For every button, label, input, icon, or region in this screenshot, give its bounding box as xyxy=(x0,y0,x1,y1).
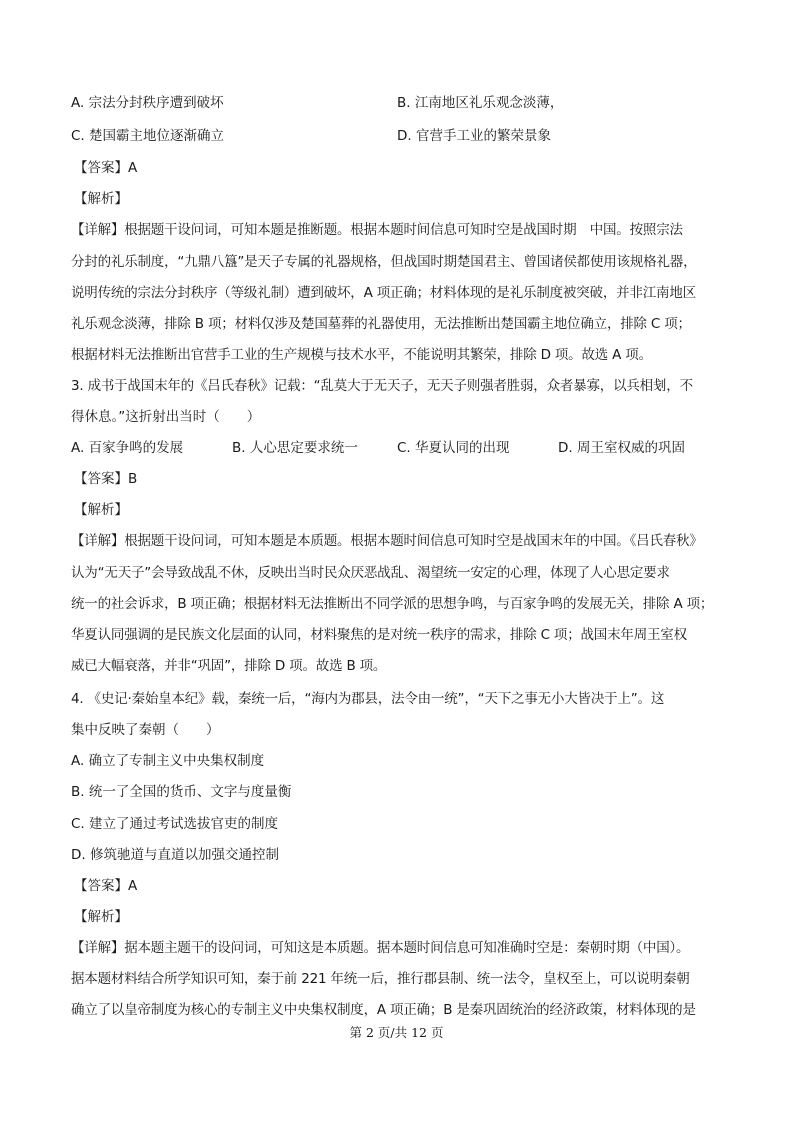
q2-answer: 【答案】A xyxy=(74,160,138,176)
q3-answer: 【答案】B xyxy=(74,471,138,487)
q4-detail-line: 确立了以皇帝制度为核心的专制主义中央集权制度，A 项正确；B 是秦巩固统治的经济政策，材料体现的是 xyxy=(71,1002,696,1018)
q3-option-c: C. 华夏认同的出现 xyxy=(397,440,510,456)
q4-detail-line: 【详解】据本题主题干的设问词，可知这是本质题。据本题时间信息可知准确时空是：秦朝时期（中国）。 xyxy=(71,940,690,956)
q4-detail-line: 据本题材料结合所学知识可知，秦于前 221 年统一后，推行郡县制、统一法令，皇权至上，可以说明秦朝 xyxy=(71,971,690,987)
q2-detail-line: 说明传统的宗法分封秩序（等级礼制）遭到破坏，A 项正确；材料体现的是礼乐制度被突破，并非江南地区 xyxy=(71,285,696,301)
q4-option-b: B. 统一了全国的货币、文字与度量衡 xyxy=(71,784,292,800)
q3-stem-line: 得休息。”这折射出当时（ ） xyxy=(71,409,261,425)
q3-detail-line: 威已大幅衰落，并非“巩固”，排除 D 项。故选 B 项。 xyxy=(71,658,387,674)
q3-detail-line: 【详解】根据题干设问词，可知本题是本质题。根据本题时间信息可知时空是战国末年的中国。《吕氏春秋》 xyxy=(71,533,703,549)
q4-stem-line: 4. 《史记·秦始皇本纪》载，秦统一后，“海内为郡县，法令由一统”，“天下之事无小大皆决于上”。这 xyxy=(71,691,665,707)
q3-option-b: B. 人心思定要求统一 xyxy=(232,440,358,456)
q3-detail-line: 华夏认同强调的是民族文化层面的认同，材料聚焦的是对统一秩序的需求，排除 C 项；战国末年周王室权 xyxy=(71,627,687,643)
q4-analysis-label: 【解析】 xyxy=(74,909,128,925)
q4-option-d: D. 修筑驰道与直道以加强交通控制 xyxy=(71,847,279,863)
q4-option-c: C. 建立了通过考试选拔官吏的制度 xyxy=(71,816,279,832)
q4-stem-line: 集中反映了秦朝（ ） xyxy=(71,722,220,738)
page-number-footer: 第 2 页/共 12 页 xyxy=(349,1025,444,1040)
q2-option-a: A. 宗法分封秩序遭到破坏 xyxy=(71,95,224,111)
q2-option-c: C. 楚国霸主地位逐渐确立 xyxy=(71,128,225,144)
q3-option-d: D. 周王室权威的巩固 xyxy=(558,440,685,456)
q3-detail-line: 统一的社会诉求，B 项正确；根据材料无法推断出不同学派的思想争鸣，与百家争鸣的发展无关，排除 A 项； xyxy=(71,596,714,612)
q2-detail-line: 【详解】根据题干设问词，可知本题是推断题。根据本题时间信息可知时空是战国时期 中国。按照宗法 xyxy=(71,222,683,238)
q2-detail-line: 根据材料无法推断出官营手工业的生产规模与技术水平，不能说明其繁荣，排除 D 项。故选 A 项。 xyxy=(71,347,652,363)
q3-detail-line: 认为“无天子”会导致战乱不休，反映出当时民众厌恶战乱、渴望统一安定的心理，体现了人心思定要求 xyxy=(71,565,670,581)
q2-option-d: D. 官营手工业的繁荣景象 xyxy=(397,128,551,144)
q3-option-a: A. 百家争鸣的发展 xyxy=(71,440,184,456)
q4-answer: 【答案】A xyxy=(74,878,138,894)
q2-detail-line: 礼乐观念淡薄，排除 B 项；材料仅涉及楚国墓葬的礼器使用，无法推断出楚国霸主地位确立，排除 C 项； xyxy=(71,316,691,332)
q4-option-a: A. 确立了专制主义中央集权制度 xyxy=(71,753,265,769)
q2-option-b: B. 江南地区礼乐观念淡薄， xyxy=(397,95,564,111)
q3-stem-line: 3. 成书于战国末年的《吕氏春秋》记载：“乱莫大于无天子，无天子则强者胜弱，众者暴寡，以兵相刬，不 xyxy=(71,378,693,394)
q2-detail-line: 分封的礼乐制度，“九鼎八簋”是天子专属的礼器规格，但战国时期楚国君主、曾国诸侯都使用该规格礼器， xyxy=(71,254,697,270)
q3-analysis-label: 【解析】 xyxy=(74,502,128,518)
q2-analysis-label: 【解析】 xyxy=(74,191,128,207)
